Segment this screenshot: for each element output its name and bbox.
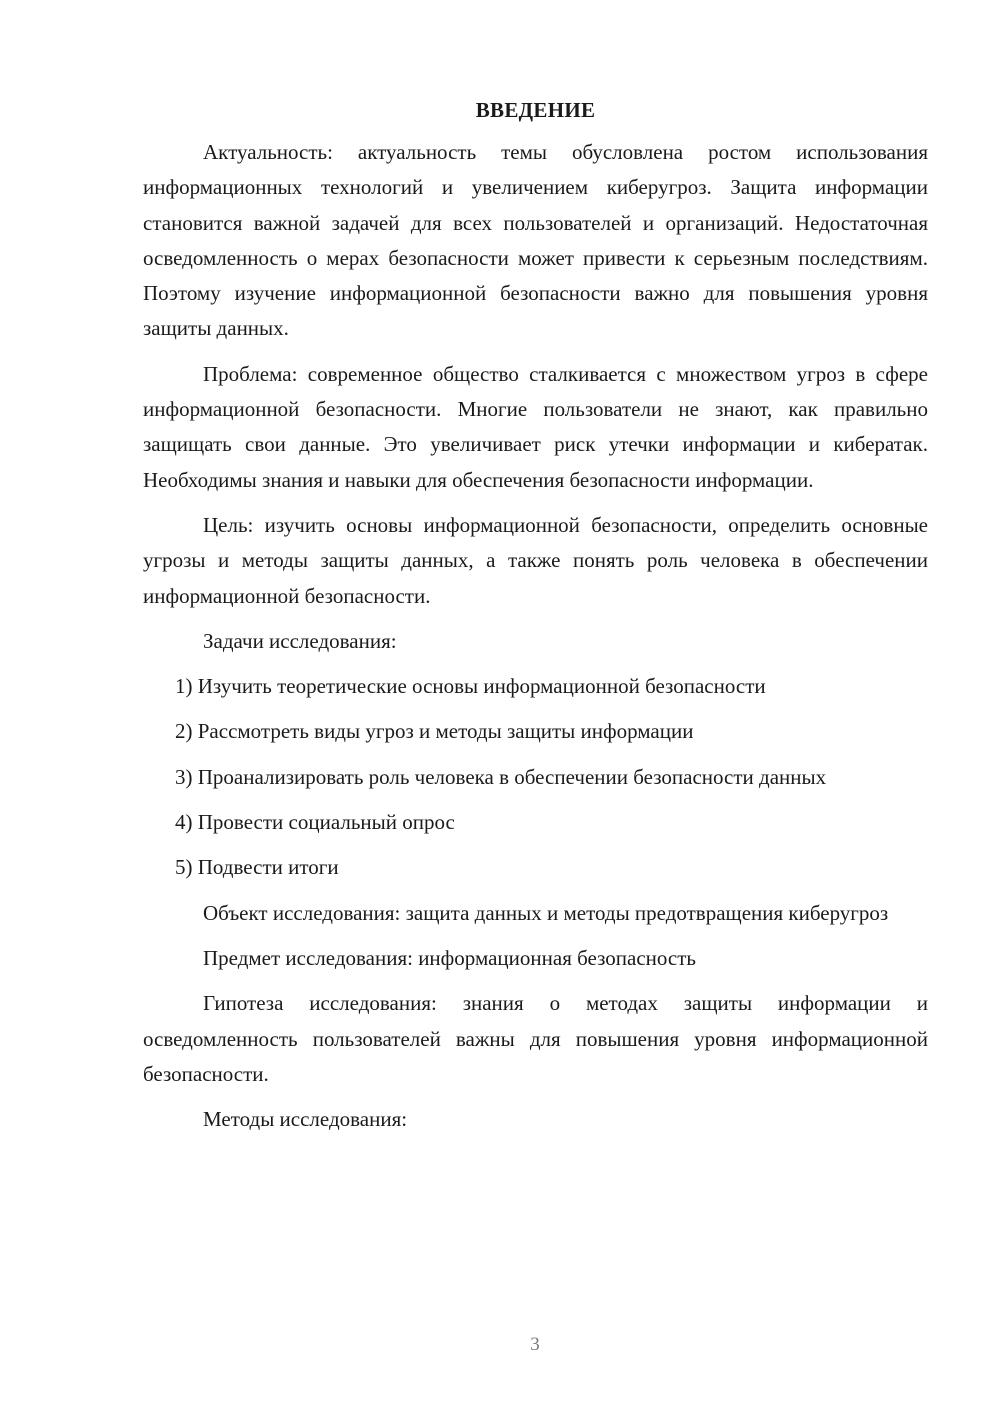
task-item-5: 5) Подвести итоги <box>175 855 339 880</box>
task-item-1: 1) Изучить теоретические основы информационной безопасности <box>175 674 766 699</box>
task-item-2: 2) Рассмотреть виды угроз и методы защиты информации <box>175 719 694 744</box>
paragraph-hypothesis: Гипотеза исследования: знания о методах защиты информации и осведомленность пользователей важны для повышения уровня информационной безопасности. <box>143 991 928 1086</box>
task-item-4: 4) Провести социальный опрос <box>175 810 455 835</box>
paragraph-subject: Предмет исследования: информационная безопасность <box>203 945 696 970</box>
page-number: 3 <box>530 1334 540 1355</box>
section-heading: ВВЕДЕНИЕ <box>475 98 596 122</box>
paragraph-problem: Проблема: современное общество сталкивается с множеством угроз в сфере информационной безопасности. Многие пользователи не знают, как правильно защищать свои данные. Это увеличивает риск утечки информации и кибератак. Необходимы знания и навыки для обеспечения безопасности информации. <box>143 361 928 492</box>
paragraph-object: Объект исследования: защита данных и методы предотвращения киберугроз <box>203 900 889 925</box>
paragraph-methods: Методы исследования: <box>203 1107 408 1132</box>
task-item-3: 3) Проанализировать роль человека в обеспечении безопасности данных <box>175 764 827 789</box>
paragraph-goal: Цель: изучить основы информационной безопасности, определить основные угрозы и методы защиты данных, а также понять роль человека в обеспечении информационной безопасности. <box>143 512 928 608</box>
paragraph-relevance: Актуальность: актуальность темы обусловлена ростом использования информационных технологий и увеличением киберугроз. Защита информации становится важной задачей для всех пользователей и организаций. Недостаточная осведомленность о мерах безопасности может привести к серьезным последствиям. Поэтому изучение информационной безопасности важно для повышения уровня защиты данных. <box>143 140 928 341</box>
document-page <box>143 95 928 1147</box>
paragraph-tasks-intro: Задачи исследования: <box>203 628 397 653</box>
